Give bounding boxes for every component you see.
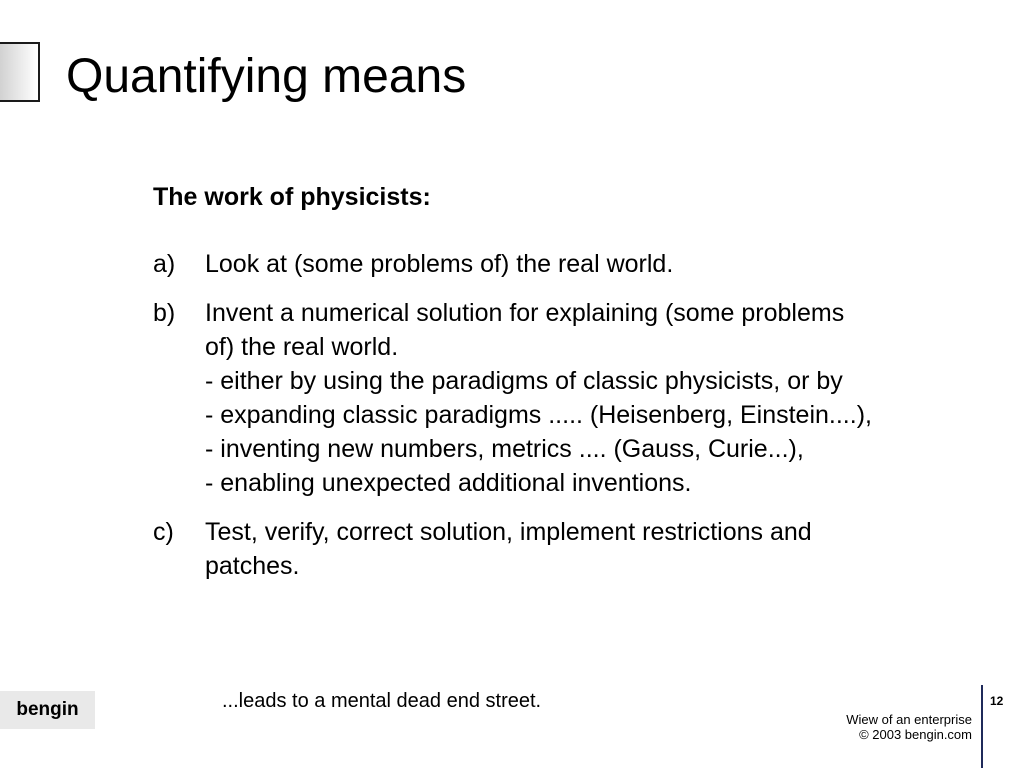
footnote: ...leads to a mental dead end street. [222,690,542,712]
footer-copyright: © 2003 bengin.com [859,727,972,742]
list-item-subpoint: - expanding classic paradigms ..... (Heisenberg, Einstein....), [205,401,872,429]
content-heading: The work of physicists: [153,183,431,211]
list-item-a [153,247,993,281]
list-item-subpoint: - inventing new numbers, metrics .... (Gauss, Curie...), [205,435,804,463]
slide-title: Quantifying means [66,50,467,103]
list-item-text: patches. [205,552,300,580]
footer-caption-line: Wiew of an enterprise [846,712,972,727]
list-item-b [153,296,993,500]
list-item-subpoint: - enabling unexpected additional inventions. [205,469,692,497]
list-marker: a) [153,250,176,278]
list-marker: c) [153,518,174,546]
footer-divider [981,685,983,768]
list-item-text: Test, verify, correct solution, implement restrictions and [205,518,812,546]
brand-logo: bengin [0,691,95,729]
list-item-c [153,515,993,583]
list-item-text: of) the real world. [205,333,399,361]
list-item-subpoint: - either by using the paradigms of classic physicists, or by [205,367,843,395]
page-number: 12 [990,694,1004,708]
footer-caption [846,712,972,742]
list-item-text: Invent a numerical solution for explaining (some problems [205,299,845,327]
list-item-text: Look at (some problems of) the real world. [205,250,674,278]
corner-decoration [0,42,40,102]
list-marker: b) [153,299,176,327]
slide-content [153,180,993,598]
